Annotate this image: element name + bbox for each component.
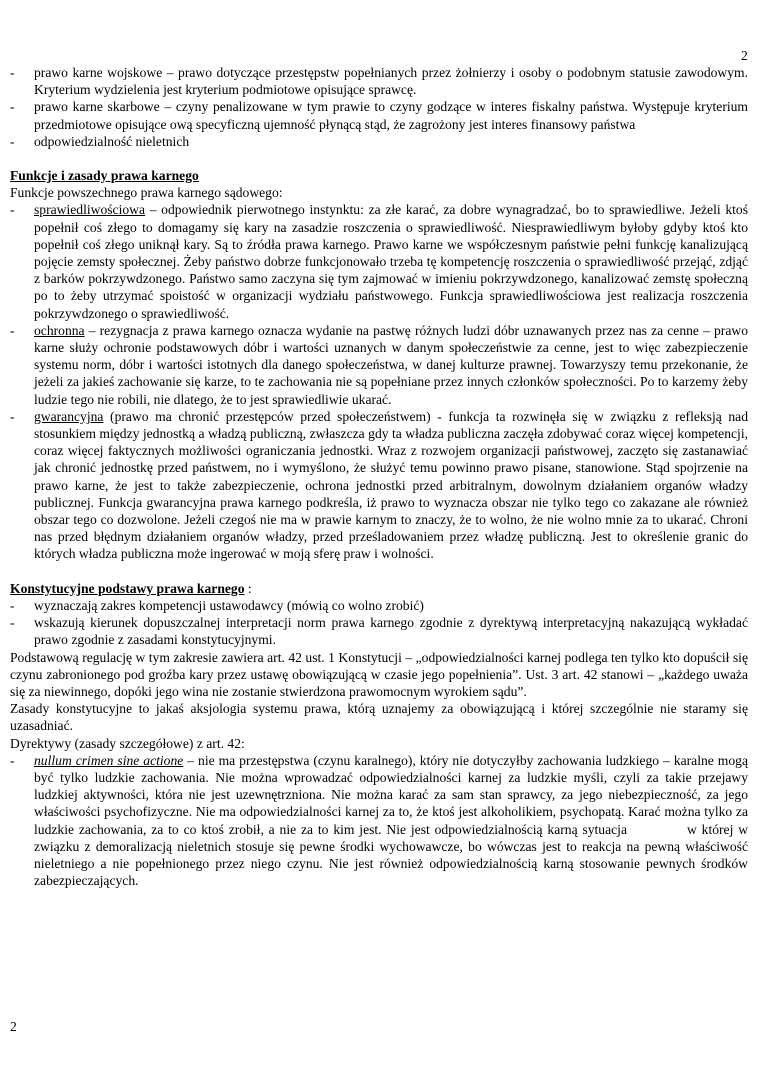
list-item-text: odpowiedzialność nieletnich (34, 133, 190, 149)
heading-suffix: : (244, 580, 252, 596)
document-body (10, 64, 748, 889)
paragraph: Dyrektywy (zasady szczegółowe) z art. 42: (10, 735, 245, 751)
list-item-text: – rezygnacja z prawa karnego oznacza wydanie na pastwę różnych ludzi dóbr uznawanych przez nas za cenne – prawo karne służy ochronie podstawowych dóbr i wartości uznanych w danym społeczeństwie za cenne, jest to więc zabezpieczenie systemu norm, dóbr i wartości istotnych dla danego społeczeństwa, w danej kulturze prawnej. Towarzyszy temu przekonanie, że jeżeli za jakieś zachowanie się karze, to te zachowania nie są popełniane przez innych członków społeczności. Po to karzemy żeby ludzie tego nie robili, nie dlatego, że to jest sprawiedliwie ukarać. (34, 322, 748, 407)
list-dash: - (10, 65, 15, 80)
list-item-text: – odpowiednik pierwotnego instynktu: za złe karać, za dobre wynagradzać, bo to sprawiedliwe. Jeżeli ktoś popełnił coś złego to domagamy się kary na zasadzie roszczenia o sprawiedliwość. Niesprawiedliwym byłoby gdyby ktoś kto popełnił coś złego uniknął kary. Są to źródła prawa karnego. Prawo karne we współczesnym państwie pełni funkcję kanalizującą pojęcie zemsty społecznej. Żeby państwo dobrze funkcjonowało trzeba tę kompetencję roszczenia o sprawiedliwość przejąć, zdjąć z barków pokrzywdzonego. Państwo samo zaczyna się tym zajmować w imieniu pokrzywdzonego, kanalizować zemstę społeczną po to żeby utrzymać spoistość w organizacji wydziału państwowego. Funkcja sprawiedliwościowa jest realizacja roszczenia pokrzywdzonego o sprawiedliwość. (34, 202, 748, 321)
paragraph: Podstawową regulację w tym zakresie zawiera art. 42 ust. 1 Konstytucji – „odpowiedzialności karnej podlega ten tylko kto dopuścił się czynu zabronionego pod groźba kary przez ustawę obowiązującą w czasie jego popełnienia”. Ust. 3 art. 42 stanowi – „każdego uważa się za niewinnego, dopóki jego wina nie zostanie stwierdzona prawomocnym wyrokiem sądu”. (10, 649, 748, 699)
page-number-bottom: 2 (10, 1019, 17, 1034)
paragraph: Zasady konstytucyjne to jakaś aksjologia systemu prawa, którą uznajemy za obowiązującą i której szczególnie nie staramy się uzasadniać. (10, 701, 748, 734)
list-item-text: w której w związku z demoralizacją nieletnich stosuje się pewne środki wychowawcze, bo wówczas jest to reakcja na pewną właściwość nieletniego a nie popełnionego przez niego czynu. Nie jest również odpowiedzialnością karną stosowanie pewnych środków zabezpieczających. (34, 821, 749, 889)
list-item-text: prawo karne skarbowe – czyny penalizowane w tym prawie to czyny godzące w interes fiskalny państwa. Występuje kryterium przedmiotowe opisujące ową specyficzną ujemność płynącą stąd, że zagrożony jest interes finansowy państwa (34, 99, 748, 132)
list-item (10, 752, 748, 890)
list-item-text: wyznaczają zakres kompetencji ustawodawcy (mówią co wolno zrobić) (34, 597, 424, 613)
term: sprawiedliwościowa (34, 202, 145, 218)
list-item (10, 408, 748, 563)
section-heading-row (10, 580, 748, 597)
list-dash: - (10, 133, 15, 149)
list-dash: - (10, 597, 15, 613)
section-heading-constitution: Konstytucyjne podstawy prawa karnego (10, 580, 245, 596)
list-dash: - (10, 202, 15, 218)
list-item (10, 322, 748, 408)
list-item (10, 64, 748, 98)
list-item (10, 98, 748, 132)
list-item (10, 133, 748, 150)
list-dash: - (10, 408, 15, 424)
section-intro: Funkcje powszechnego prawa karnego sądowego: (10, 185, 283, 201)
term: nullum crimen sine actione (34, 752, 184, 768)
list-item (10, 201, 748, 321)
list-dash: - (10, 752, 15, 768)
list-dash: - (10, 322, 15, 338)
section-heading-functions: Funkcje i zasady prawa karnego (10, 168, 199, 184)
page-number-top: 2 (741, 48, 748, 63)
list-dash: - (10, 615, 15, 631)
list-item-text: wskazują kierunek dopuszczalnej interpretacji norm prawa karnego zgodnie z dyrektywą interpretacyjną nakazującą wykładać prawo zgodnie z zasadami konstytucyjnymi. (34, 615, 748, 648)
list-item-text: (prawo ma chronić przestępców przed społeczeństwem) - funkcja ta rozwinęła się w związku z refleksją nad stosunkiem między jednostką a władzą publiczną, zwłaszcza gdy ta władza publiczna zaczęła zdobywać coraz więcej kompetencji, coraz więcej faktycznych możliwości ograniczania jednostki. Wraz z rozwojem organizacji państwowej, zaczęto się zastanawiać jak chronić jednostkę przed państwem, no i wymyślono, że służyć temu powinno prawo pisane, stanowione. Stąd spojrzenie na prawo karne, że jest to także zabezpieczenie, ochrona jednostki przed arbitralnym, dowolnym działaniem organów władzy publicznej. Funkcja gwarancyjna prawa karnego podkreśla, iż prawo to wyznacza obszar nie tylko tego co zakazane ale również obszar tego co dozwolone. Jeżeli czegoś nie ma w prawie karnym to znaczy, że to wolno, że nie wolno mnie za to ukarać. Chroni nas przed błędnym działaniem organów władzy, przed prześladowaniem przez władzę publiczną. Jest to określenie granic do których władza publiczna może ingerować w moją sferę praw i wolności. (34, 408, 748, 562)
term: ochronna (34, 322, 85, 338)
list-dash: - (10, 99, 15, 115)
term: gwarancyjna (34, 408, 104, 424)
list-item (10, 614, 748, 648)
list-item (10, 597, 748, 614)
list-item-text: – nie ma przestępstwa (czynu karalnego), który nie dotyczyłby zachowania ludzkiego – karalne mogą być tylko ludzkie zachowania. Nie można wprowadzać odpowiedzialności karnej za ludzkie myśli, czyli za takie przejawy ludzkiej aktywności, która nie jest uzewnętrzniona. Nie można karać za sam stan sprawcy, za jego niebezpieczność, za jego właściwości psychofizyczne. Nie ma odpowiedzialności karnej za to, że ktoś jest alkoholikiem, psychopatą. Karać można tylko za ludzkie zachowania, za to co ktoś zrobił, a nie za to kim jest. Nie jest odpowiedzialnością karną sytuacja (34, 752, 748, 837)
list-item-text: prawo karne wojskowe – prawo dotyczące przestępstw popełnianych przez żołnierzy i osoby o podobnym statusie zawodowym. Kryterium wydzielenia jest kryterium podmiotowe opisujące sprawcę. (34, 65, 748, 98)
